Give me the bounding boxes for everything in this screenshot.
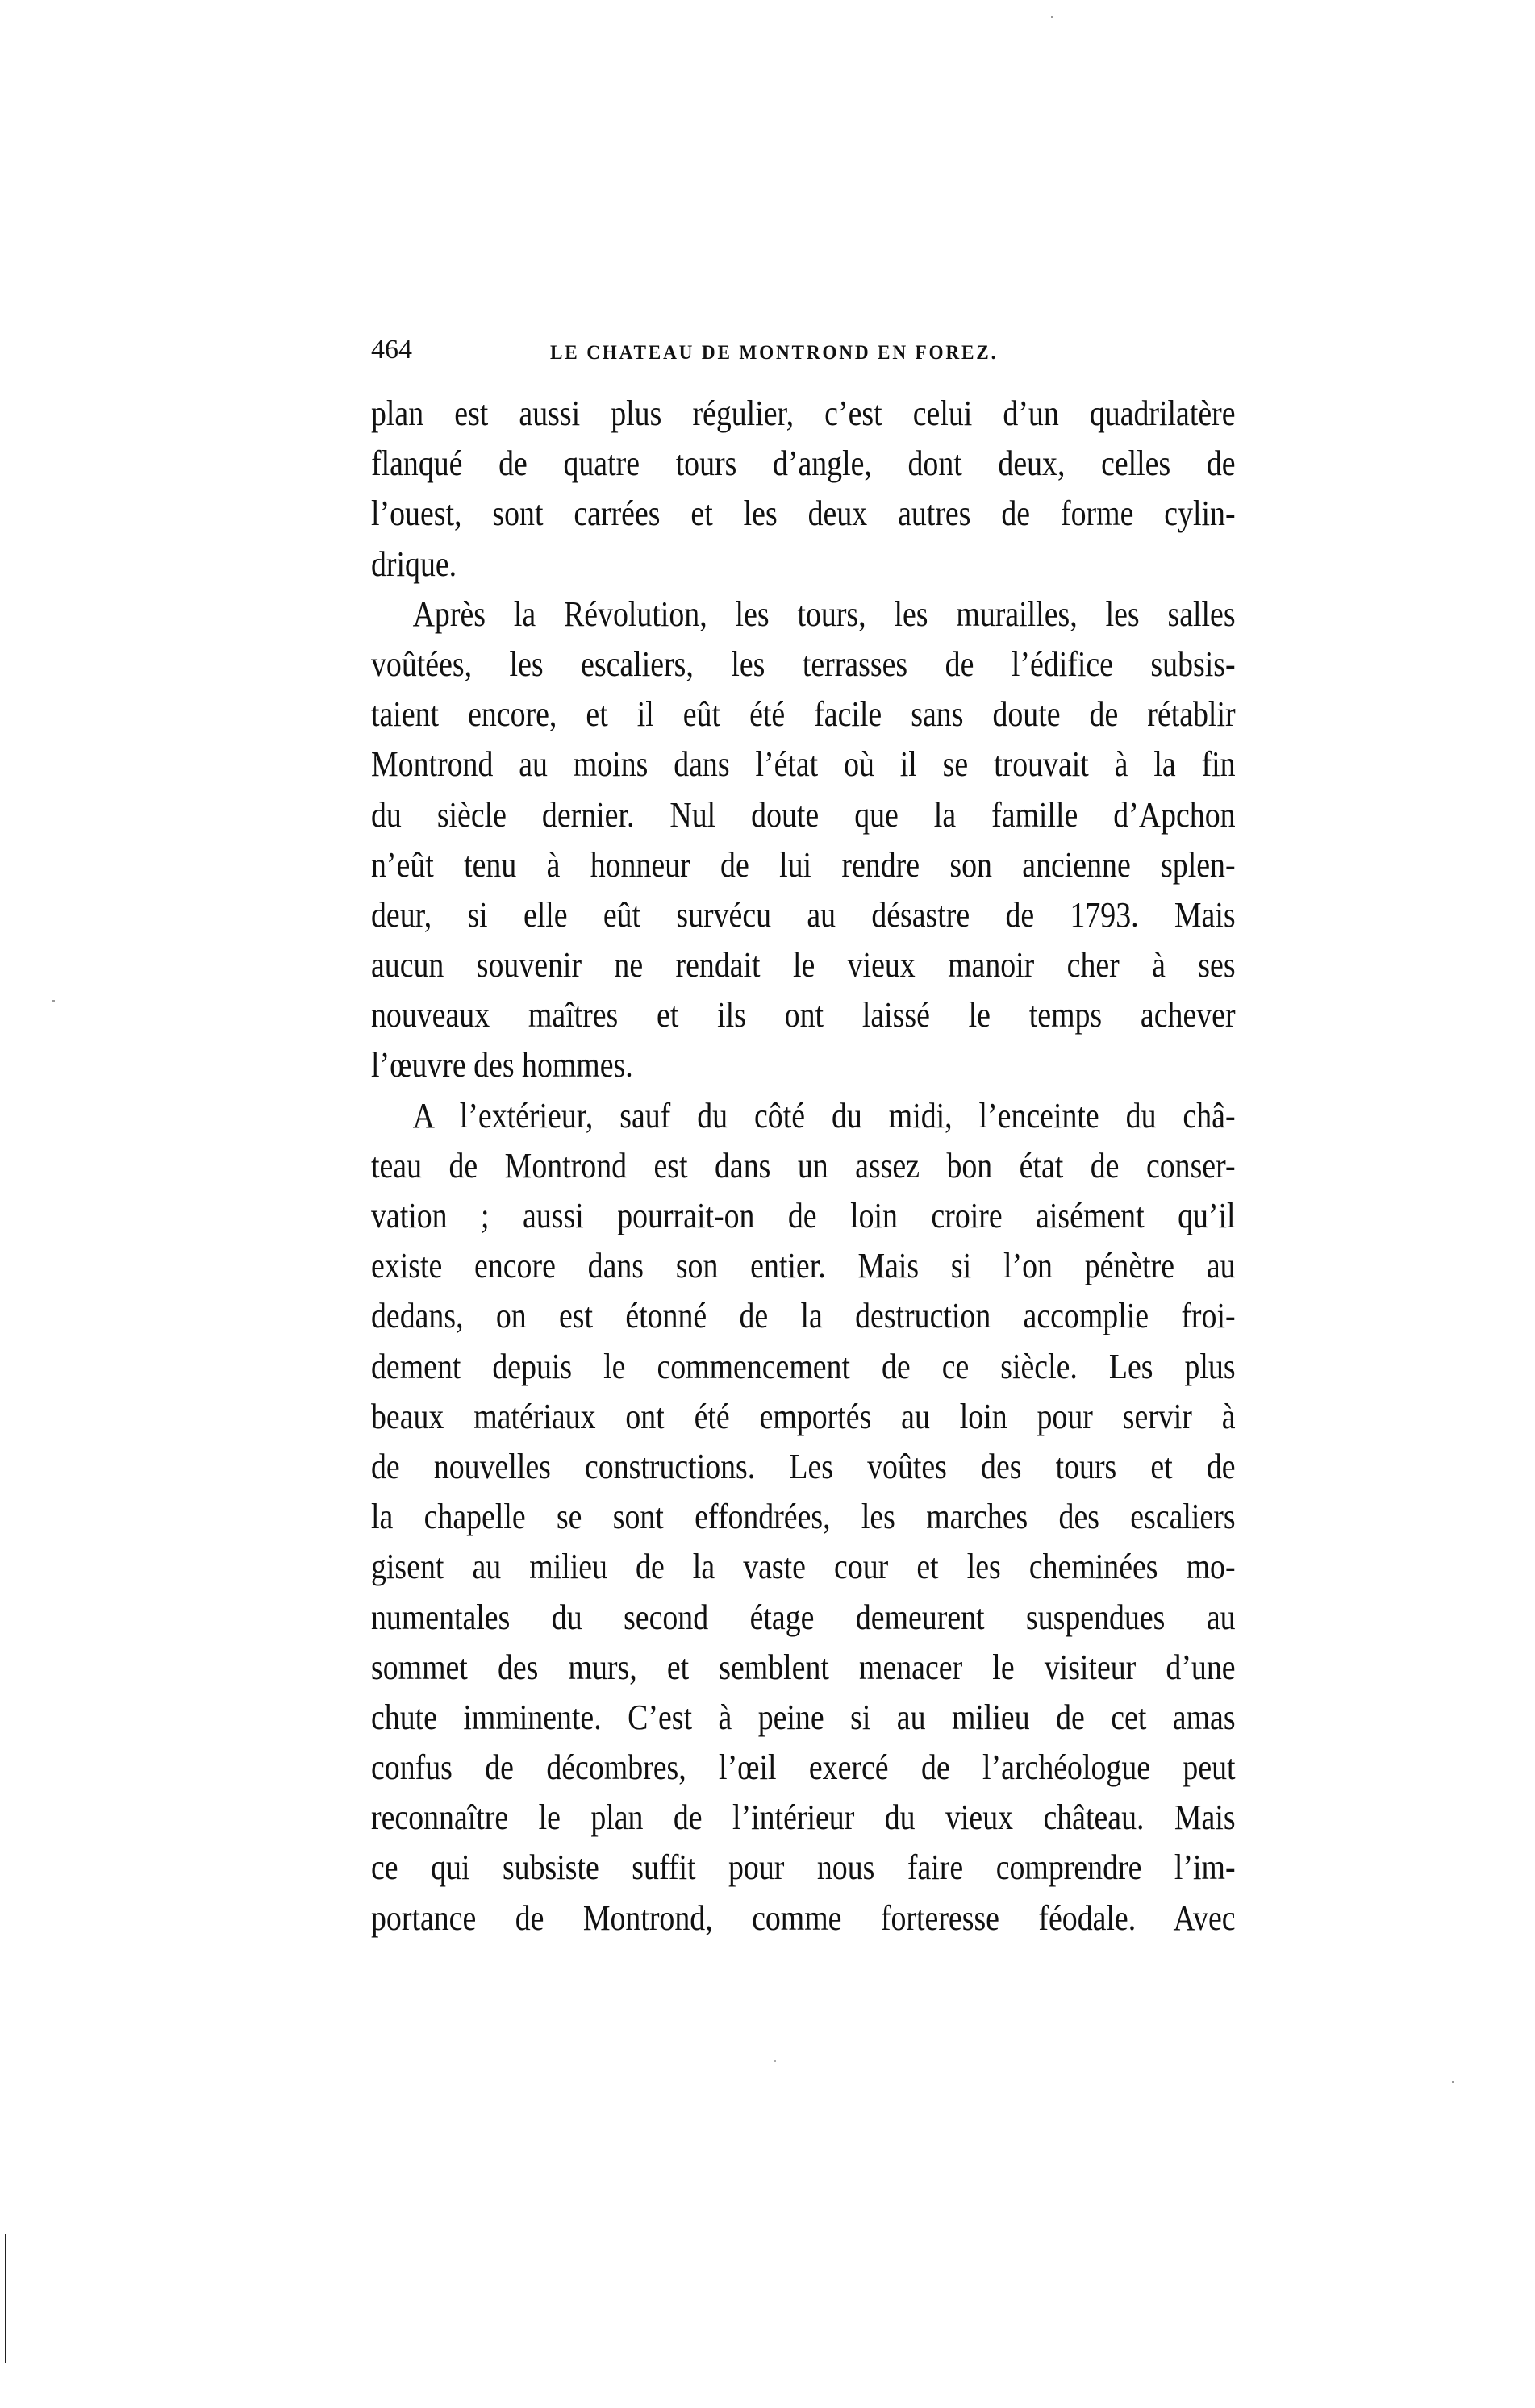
text-line: reconnaître le plan de l’intérieur du vieux château. Mais — [371, 1798, 1236, 1838]
text-line: teau de Montrond est dans un assez bon état de conser- — [371, 1145, 1236, 1185]
text-line: la chapelle se sont effondrées, les marches des escaliers — [371, 1497, 1236, 1537]
text-line: vation ; aussi pourrait-on de loin croire aisément qu’il — [371, 1196, 1236, 1235]
scan-speck — [1051, 16, 1053, 18]
text-line: numentales du second étage demeurent suspendues au — [371, 1597, 1236, 1637]
text-line: Montrond au moins dans l’état où il se trouvait à la fin — [371, 744, 1236, 785]
text-line: nouveaux maîtres et ils ont laissé le temps achever — [371, 995, 1236, 1035]
text-line: n’eût tenu à honneur de lui rendre son ancienne splen- — [371, 844, 1236, 885]
text-line: dedans, on est étonné de la destruction accomplie froi- — [371, 1296, 1236, 1336]
text-line: ce qui subsiste suffit pour nous faire comprendre l’im- — [371, 1848, 1236, 1888]
chapter-title: LE CHATEAU DE MONTROND EN FOREZ. — [550, 342, 999, 364]
page-number: 464 — [371, 335, 412, 365]
text-line: confus de décombres, l’œil exercé de l’archéologue peut — [371, 1748, 1236, 1788]
text-line: voûtées, les escaliers, les terrasses de l’édifice subsis- — [371, 644, 1236, 684]
text-line: gisent au milieu de la vaste cour et les cheminées mo- — [371, 1547, 1236, 1587]
text-line: l’œuvre des hommes. — [371, 1045, 633, 1085]
text-line: sommet des murs, et semblent menacer le visiteur d’une — [371, 1647, 1236, 1687]
paragraph-start-line: Après la Révolution, les tours, les murailles, les salles — [412, 594, 1236, 634]
text-line: du siècle dernier. Nul doute que la famille d’Apchon — [371, 794, 1236, 835]
text-line: l’ouest, sont carrées et les deux autres de forme cylin- — [371, 494, 1236, 534]
scan-speck — [52, 1000, 55, 1002]
text-line: taient encore, et il eût été facile sans doute de rétablir — [371, 694, 1236, 735]
text-line: portance de Montrond, comme forteresse féodale. Avec — [371, 1898, 1236, 1938]
text-line: dement depuis le commencement de ce siècle. Les plus — [371, 1346, 1236, 1386]
text-line: flanqué de quatre tours d’angle, dont deux, celles de — [371, 444, 1236, 484]
paragraph-start-line: A l’extérieur, sauf du côté du midi, l’enceinte du châ- — [412, 1095, 1236, 1135]
text-line: chute imminente. C’est à peine si au milieu de cet amas — [371, 1697, 1236, 1737]
running-head — [371, 331, 1238, 369]
scan-speck — [774, 2060, 776, 2062]
scan-edge-line — [5, 2234, 6, 2363]
text-line: plan est aussi plus régulier, c’est celui d’un quadrilatère — [371, 394, 1236, 433]
text-line: beaux matériaux ont été emportés au loin pour servir à — [371, 1396, 1236, 1436]
text-line: aucun souvenir ne rendait le vieux manoir cher à ses — [371, 945, 1236, 985]
text-line: drique. — [371, 544, 457, 584]
scan-speck — [1452, 2081, 1454, 2083]
text-line: existe encore dans son entier. Mais si l’on pénètre au — [371, 1246, 1236, 1286]
text-line: de nouvelles constructions. Les voûtes des tours et de — [371, 1446, 1236, 1486]
body-text — [371, 389, 1236, 1943]
text-line: deur, si elle eût survécu au désastre de 1793. Mais — [371, 894, 1236, 935]
